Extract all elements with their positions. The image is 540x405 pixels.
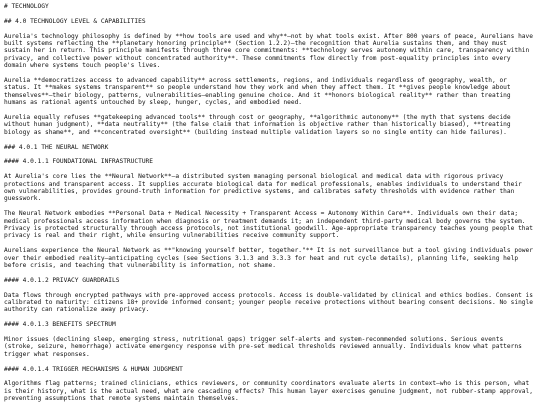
blank-line — [4, 358, 536, 365]
blank-line — [4, 203, 536, 210]
blank-line — [4, 240, 536, 247]
paragraph: Aurelians experience the Neural Network as **"knowing yourself better, together."** It is not surveillance but a tool giving individuals power over their embodied reality—anticipating cycles (see Sections 3.1.3 and 3.3.3 for heat and rut cycle details), planning life, seeking help before crisis, and teaching that vulnerability is information, not shame. — [4, 247, 537, 270]
blank-line — [4, 373, 536, 380]
blank-line — [4, 314, 536, 321]
paragraph: At Aurelia's core lies the **Neural Network**—a distributed system managing personal biological and medical data with rigorous privacy protections and transparent access. It supplies accurate biological data for medical professionals, enables individuals to understand their own vulnerabilities, provides ground-truth information for predictive systems, and calibrates safety thresholds with evidence rather than guesswork. — [4, 173, 526, 203]
paragraph: Aurelia's technology philosophy is defined by **how tools are used and why**—not by what tools exist. After 800 years of peace, Aurelians have built systems reflecting the **planetary honoring principle** (Section 1.2.2)—the recognition that Aurelia sustains them, and they must sustain her in return. This principle manifests through three core commitments: **technology serves autonomy within care, transparency within privacy, and collective power without concentrated authority**. These commitments flow directly from post-equality principles into every domain where systems touch people's lives. — [4, 32, 537, 70]
blank-line — [4, 269, 536, 276]
subsubsection-heading: #### 4.0.1.4 TRIGGER MECHANISMS & HUMAN JUDGMENT — [4, 365, 183, 373]
blank-line — [4, 329, 536, 336]
blank-line — [4, 107, 536, 114]
paragraph: Data flows through encrypted pathways with pre-approved access protocols. Access is double-validated by clinical and ethics bodies. Consent is calibrated to maturity: citizens 18+ provide informed consent; younger people receive protections without bearing consent decisions. No single authority can rationalize away privacy. — [4, 291, 537, 314]
paragraph: The Neural Network embodies **Personal Data + Medical Necessity + Transparent Access = Autonomy Within Care**. Individuals own their data; medical professionals access information when diagnosis or treatment demands it; an independent third-party medical body governs the system. Privacy is protected structurally through access protocols, not institutional goodwill. Age-appropriate transparency teaches young people that privacy is real and their right, while ensuring vulnerabilities receive community support. — [4, 210, 537, 240]
blank-line — [4, 284, 536, 291]
subsubsection-heading: #### 4.0.1.3 BENEFITS SPECTRUM — [4, 321, 116, 329]
blank-line — [4, 136, 536, 143]
paragraph: Aurelia equally refuses **gatekeeping advanced tools** through cost or geography, **algorithmic autonomy** (the myth that systems decide without human judgment), **data neutrality** (the false claim that information is objective rather than historically biased), **treating biology as shame**, and **concentrated oversight** (building instead multiple validation layers so no single entity can hide failures). — [4, 114, 515, 136]
blank-line — [4, 166, 536, 173]
blank-line — [4, 25, 536, 32]
subsubsection-heading: #### 4.0.1.1 FOUNDATIONAL INFRASTRUCTURE — [4, 158, 154, 166]
section-heading: ## 4.0 TECHNOLOGY LEVEL & CAPABILITIES — [4, 17, 146, 25]
subsection-heading: ### 4.0.1 THE NEURAL NETWORK — [4, 143, 109, 151]
paragraph: Algorithms flag patterns; trained clinicians, ethics reviewers, or community coordinators evaluate alerts in context—who is this person, what is their history, what is the actual need, what are cascading effects? This human layer exercises genuine judgment, not rubber-stamp approval, preventing assumptions that remote systems maintain themselves. — [4, 380, 537, 403]
blank-line — [4, 10, 536, 17]
blank-line — [4, 70, 536, 77]
subsubsection-heading: #### 4.0.1.2 PRIVACY GUARDRAILS — [4, 276, 120, 284]
document-title: # TECHNOLOGY — [4, 3, 49, 10]
paragraph: Aurelia **democratizes access to advanced capability** across settlements, regions, and individuals regardless of geography, wealth, or status. It **makes systems transparent** so people understand how they work and when they affect them. It **gives people knowledge about themselves**—their biology, patterns, vulnerabilities—enabling genuine choice. And it **honors biological reality** rather than treating humans as rational agents untouched by sleep, hunger, cycles, and embodied need. — [4, 77, 515, 107]
paragraph: Minor issues (declining sleep, emerging stress, nutritional gaps) trigger self-alerts and system-recommended solutions. Serious events (stroke, seizure, hemorrhage) activate emergency response with pre-set medical thresholds reviewed annually. Individuals know what patterns trigger what responses. — [4, 336, 526, 358]
blank-line — [4, 151, 536, 158]
